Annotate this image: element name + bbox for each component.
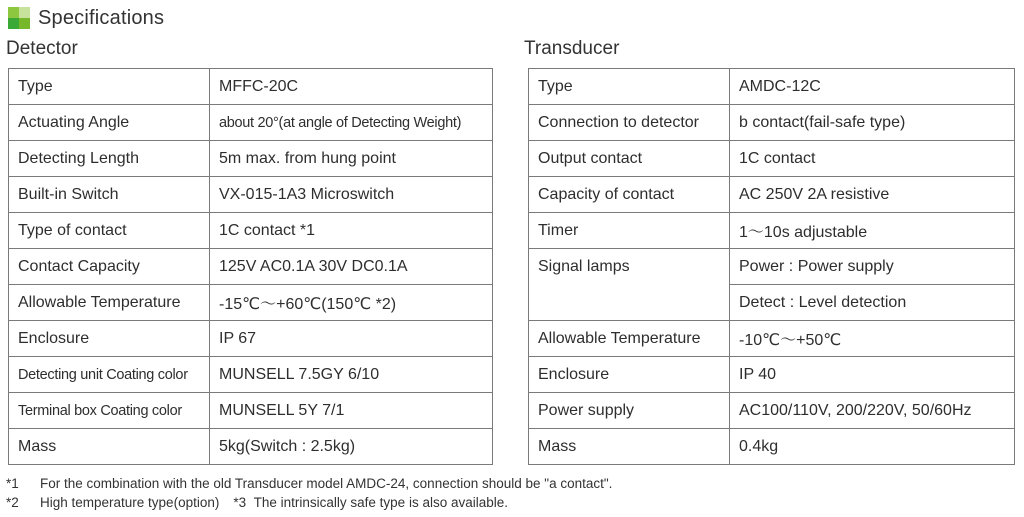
- spec-label: Allowable Temperature: [529, 321, 730, 357]
- spec-label: Connection to detector: [529, 105, 730, 141]
- detector-spec-table: [8, 68, 493, 465]
- spec-label: Signal lamps: [529, 249, 730, 321]
- spec-label: Built-in Switch: [9, 177, 210, 213]
- spec-value: IP 40: [730, 357, 1015, 393]
- spec-label: Timer: [529, 213, 730, 249]
- table-row: [9, 249, 493, 285]
- spec-value: 5m max. from hung point: [210, 141, 493, 177]
- spec-value: AC 250V 2A resistive: [730, 177, 1015, 213]
- spec-label: Type: [529, 69, 730, 105]
- table-row: [529, 141, 1015, 177]
- table-row: [529, 357, 1015, 393]
- spec-value: Power : Power supply: [730, 249, 1015, 285]
- table-row: [529, 321, 1015, 357]
- table-row: [9, 105, 493, 141]
- spec-value: 125V AC0.1A 30V DC0.1A: [210, 249, 493, 285]
- spec-label: Enclosure: [9, 321, 210, 357]
- spec-value: 5kg(Switch : 2.5kg): [210, 429, 493, 465]
- spec-label: Power supply: [529, 393, 730, 429]
- footnote-text: High temperature type(option): [40, 495, 220, 510]
- table-row: [9, 285, 493, 321]
- spec-value: 1～10s adjustable: [730, 213, 1015, 249]
- spec-value: 1C contact: [730, 141, 1015, 177]
- spec-label: Terminal box Coating color: [9, 393, 210, 429]
- page-title: Specifications: [38, 6, 165, 29]
- spec-value: -15℃～+60℃(150℃ *2): [210, 285, 493, 321]
- spec-value: b contact(fail-safe type): [730, 105, 1015, 141]
- spec-value: MUNSELL 5Y 7/1: [210, 393, 493, 429]
- table-row: [529, 429, 1015, 465]
- transducer-section-title: Transducer: [524, 38, 620, 59]
- table-row: [529, 69, 1015, 105]
- footnote-text: The intrinsically safe type is also available.: [253, 495, 508, 510]
- table-row: [9, 141, 493, 177]
- spec-label: Type of contact: [9, 213, 210, 249]
- table-row: [9, 357, 493, 393]
- footnotes: [6, 474, 612, 512]
- page-header: [8, 4, 164, 32]
- footnote-text: For the combination with the old Transducer model AMDC-24, connection should be "a contact".: [40, 476, 613, 491]
- spec-value: IP 67: [210, 321, 493, 357]
- spec-value: 1C contact *1: [210, 213, 493, 249]
- spec-label: Allowable Temperature: [9, 285, 210, 321]
- spec-label: Mass: [9, 429, 210, 465]
- spec-label: Detecting unit Coating color: [9, 357, 210, 393]
- spec-value: -10℃～+50℃: [730, 321, 1015, 357]
- table-row: [9, 177, 493, 213]
- spec-label: Enclosure: [529, 357, 730, 393]
- spec-label: Actuating Angle: [9, 105, 210, 141]
- table-row: [529, 249, 1015, 285]
- footnote-1: [6, 474, 612, 493]
- spec-label: Contact Capacity: [9, 249, 210, 285]
- table-row: [9, 393, 493, 429]
- spec-label: Type: [9, 69, 210, 105]
- spec-value: about 20°(at angle of Detecting Weight): [210, 105, 493, 141]
- green-squares-icon: [8, 7, 30, 29]
- table-row: [9, 213, 493, 249]
- footnote-mark: *1: [6, 476, 19, 491]
- detector-section-title: Detector: [6, 38, 78, 59]
- spec-label: Output contact: [529, 141, 730, 177]
- table-row: [529, 177, 1015, 213]
- spec-value: AMDC-12C: [730, 69, 1015, 105]
- table-row: [529, 393, 1015, 429]
- spec-label: Detecting Length: [9, 141, 210, 177]
- spec-label: Mass: [529, 429, 730, 465]
- table-row: [9, 321, 493, 357]
- spec-value: Detect : Level detection: [730, 285, 1015, 321]
- spec-value: 0.4kg: [730, 429, 1015, 465]
- table-row: [9, 429, 493, 465]
- spec-value: MUNSELL 7.5GY 6/10: [210, 357, 493, 393]
- footnote-mark: *2: [6, 495, 19, 510]
- footnote-2-3: [6, 493, 612, 512]
- table-row: [529, 105, 1015, 141]
- spec-value: VX-015-1A3 Microswitch: [210, 177, 493, 213]
- spec-value: MFFC-20C: [210, 69, 493, 105]
- spec-label: Capacity of contact: [529, 177, 730, 213]
- spec-value: AC100/110V, 200/220V, 50/60Hz: [730, 393, 1015, 429]
- transducer-spec-table: [528, 68, 1015, 465]
- table-row: [9, 69, 493, 105]
- table-row: [529, 213, 1015, 249]
- footnote-mark: *3: [233, 495, 247, 510]
